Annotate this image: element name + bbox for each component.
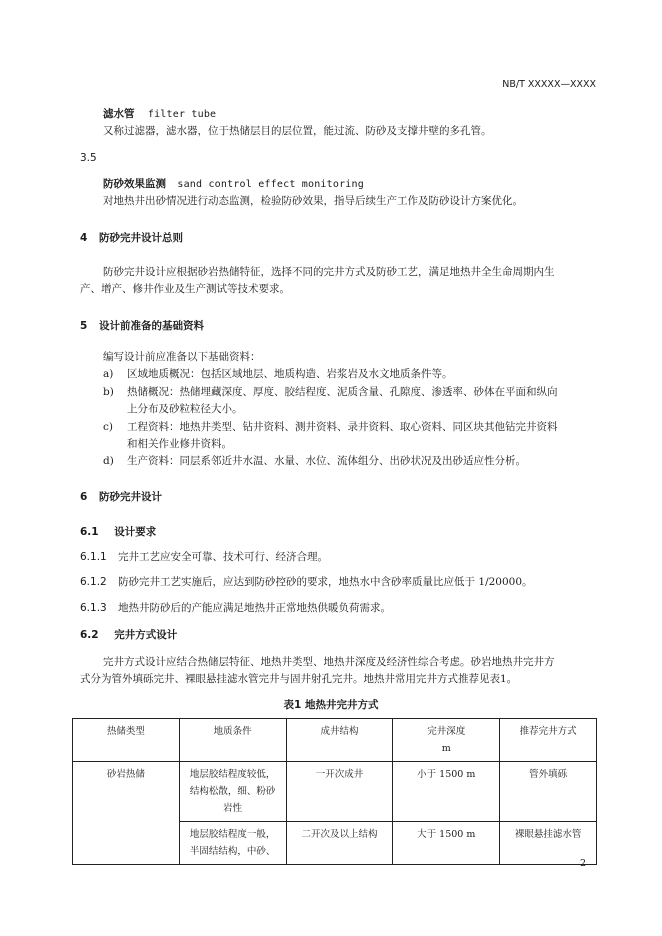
clause-number: 6.1.1 <box>80 551 107 563</box>
clause-6-1-2 <box>80 574 533 591</box>
list-label: a) <box>103 368 114 380</box>
term-filter-tube-heading <box>103 106 216 123</box>
list-text-continuation: 和相关作业修井资料。 <box>127 438 232 450</box>
section-number: 4 <box>80 232 88 244</box>
section-5-heading <box>80 318 204 333</box>
clause-text: 完井工艺应安全可靠、技术可行、经济合理。 <box>118 551 329 563</box>
term-zh: 滤水管 <box>103 108 135 120</box>
completion-method-table <box>72 718 597 865</box>
section-6-2-para-line1: 完井方式设计应结合热储层特征、地热井类型、地热井深度及经济性综合考虑。砂岩地热井完井方 <box>103 656 555 668</box>
list-text-continuation: 上分布及砂粒粒径大小。 <box>127 403 243 415</box>
term-zh: 防砂效果监测 <box>103 178 166 190</box>
list-label: c) <box>103 421 113 433</box>
section-6-2-heading <box>80 627 177 642</box>
section-title: 设计前准备的基础资料 <box>98 320 204 332</box>
clause-6-1-3 <box>80 600 391 617</box>
cell-reservoir: 砂岩热储 <box>73 762 180 865</box>
page-number: 2 <box>579 858 586 869</box>
term-sand-control-definition: 对地热井出砂情况进行动态监测，检验防砂效果，指导后续生产工作及防砂设计方案优化。 <box>103 195 523 207</box>
table-row <box>73 762 597 822</box>
list-label: d) <box>103 455 114 467</box>
term-en: filter tube <box>147 109 217 120</box>
header-reservoir-type: 热储类型 <box>73 719 180 762</box>
cell-depth: 大于 1500 m <box>393 822 500 865</box>
list-label: b) <box>103 386 114 398</box>
section-title: 设计要求 <box>114 526 157 538</box>
list-item <box>103 384 558 401</box>
depth-unit: m <box>441 743 451 754</box>
section-5-intro: 编写设计前应准备以下基础资料： <box>103 351 261 363</box>
section-title: 防砂完井设计 <box>98 491 162 503</box>
table-caption: 表1 地热井完井方式 <box>283 699 379 711</box>
list-text: 区域地质概况：包括区域地层、地质构造、岩浆岩及水文地质条件等。 <box>127 368 453 380</box>
term-en: sand control effect monitoring <box>177 179 364 190</box>
term-sand-control-heading <box>103 176 364 193</box>
section-title: 完井方式设计 <box>114 629 178 641</box>
section-title: 防砂完井设计总则 <box>98 232 183 244</box>
header-structure: 成井结构 <box>286 719 393 762</box>
standard-code: NB/T XXXXX—XXXX <box>502 79 596 90</box>
cell-method: 裸眼悬挂滤水管 <box>500 822 597 865</box>
section-4-heading <box>80 230 183 245</box>
clause-number-3-5: 3.5 <box>80 152 97 164</box>
section-4-para-line1: 防砂完井设计应根据砂岩热储特征，选择不同的完井方式及防砂工艺，满足地热井全生命周期内生 <box>103 266 555 278</box>
term-filter-tube-definition: 又称过滤器，滤水器，位于热储层目的层位置，能过流、防砂及支撑井壁的多孔管。 <box>103 125 492 137</box>
section-4-para-line2: 产、增产、修井作业及生产测试等技术要求。 <box>80 283 290 295</box>
section-number: 6.2 <box>80 629 99 641</box>
clause-6-1-1 <box>80 549 328 566</box>
list-item <box>103 419 558 436</box>
header-geology: 地质条件 <box>179 719 286 762</box>
cell-method: 管外填砾 <box>500 762 597 822</box>
cell-structure: 二开次及以上结构 <box>286 822 393 865</box>
clause-text: 防砂完井工艺实施后，应达到防砂控砂的要求，地热水中含砂率质量比应低于 1/20000。 <box>118 576 533 588</box>
list-item <box>103 453 526 470</box>
cell-depth: 小于 1500 m <box>393 762 500 822</box>
list-item <box>103 366 453 383</box>
cell-geology: 地层胶结程度较低， 结构松散，细、粉砂 岩性 <box>179 762 286 822</box>
section-number: 5 <box>80 320 88 332</box>
section-6-2-para-line2: 式分为管外填砾完井、裸眼悬挂滤水管完井与固井射孔完井。地热井常用完井方式推荐见表1。 <box>80 673 518 685</box>
section-number: 6.1 <box>80 526 99 538</box>
header-depth: 完井深度 m <box>393 719 500 762</box>
cell-geology: 地层胶结程度一般， 半固结结构，中砂、 <box>179 822 286 865</box>
list-text: 工程资料：地热井类型、钻井资料、测井资料、录井资料、取心资料、同区块其他钻完井资料 <box>127 421 558 433</box>
section-6-heading <box>80 489 162 504</box>
clause-text: 地热井防砂后的产能应满足地热井正常地热供暖负荷需求。 <box>118 602 392 614</box>
clause-number: 6.1.3 <box>80 602 107 614</box>
table-header-row <box>73 719 597 762</box>
list-text: 热储概况：热储埋藏深度、厚度、胶结程度、泥质含量、孔隙度、渗透率、砂体在平面和纵向 <box>127 386 558 398</box>
cell-structure: 一开次成井 <box>286 762 393 822</box>
section-6-1-heading <box>80 524 156 539</box>
section-number: 6 <box>80 491 88 503</box>
header-method: 推荐完井方式 <box>500 719 597 762</box>
list-text: 生产资料：同层系邻近井水温、水量、水位、流体组分、出砂状况及出砂适应性分析。 <box>127 455 526 467</box>
clause-number: 6.1.2 <box>80 576 107 588</box>
